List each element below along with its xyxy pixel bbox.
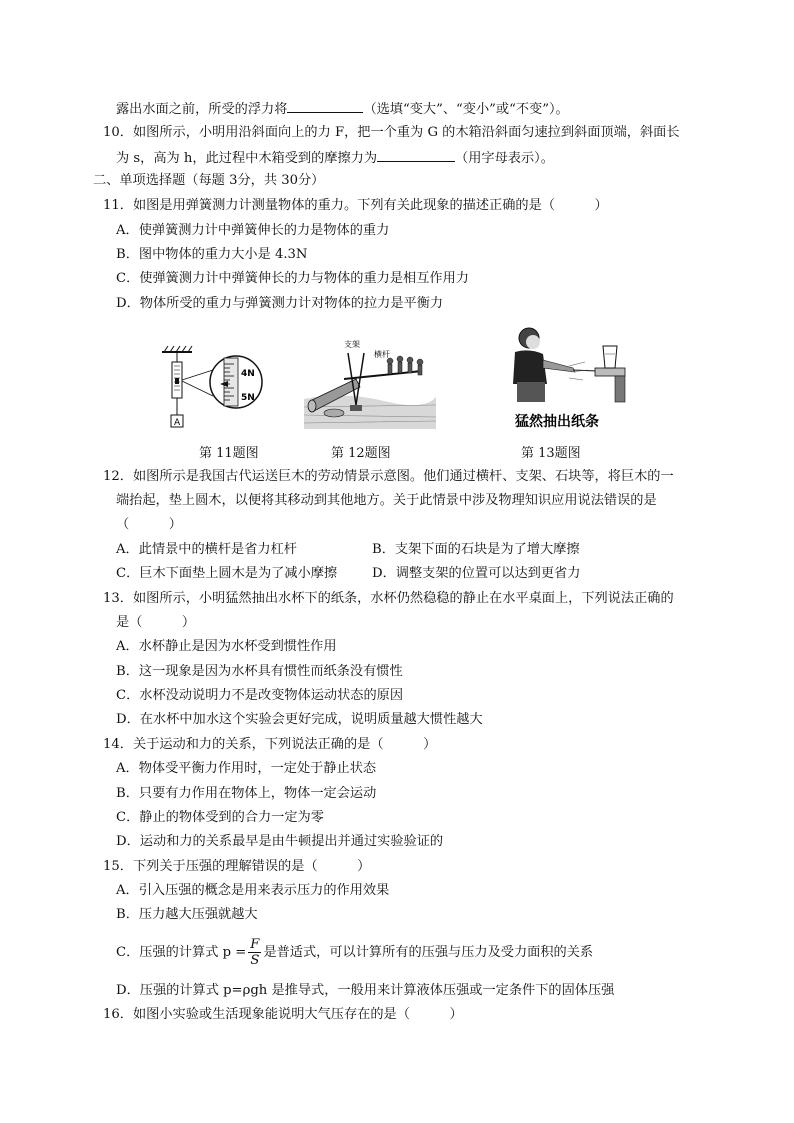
q12-option-d[interactable]: D．调整支架的位置可以达到更省力 <box>372 566 581 581</box>
q14-option-b[interactable]: B．只要有力作用在物体上，物体一定会运动 <box>116 786 377 801</box>
fig12-label-lever: 横杆 <box>374 350 390 359</box>
fig13-caption: 第 13题图 <box>521 446 581 461</box>
q9-tail-text: 露出水面之前，所受的浮力将 <box>116 102 288 117</box>
fig12-lever-scene <box>304 335 436 429</box>
q14-option-d[interactable]: D．运动和力的关系最早是由牛顿提出并通过实验验证的 <box>116 834 444 849</box>
q11-option-d[interactable]: D．物体所受的重力与弹簧测力计对物体的拉力是平衡力 <box>116 296 444 311</box>
q9-tail-options: （选填“变大”、“变小”或“不变”）。 <box>363 102 569 117</box>
q12-stem-line3: （ ） <box>116 517 182 532</box>
q13-stem-line2: 是（ ） <box>116 615 196 630</box>
q11-option-b[interactable]: B．图中物体的重力大小是 4.3N <box>116 247 308 262</box>
q12-option-b[interactable]: B．支架下面的石块是为了增大摩擦 <box>372 542 580 557</box>
pressure-formula-fraction <box>248 937 261 968</box>
q14-stem: 14．关于运动和力的关系，下列说法正确的是（ ） <box>103 737 437 752</box>
fig11-block-label: A <box>174 418 181 428</box>
q9-answer-blank[interactable] <box>287 98 363 113</box>
q11-option-c[interactable]: C．使弹簧测力计中弹簧伸长的力与物体的重力是相互作用力 <box>116 271 469 286</box>
q12-option-c[interactable]: C．巨木下面垫上圆木是为了减小摩擦 <box>116 566 338 581</box>
q13-stem-line1: 13．如图所示，小明猛然抽出水杯下的纸条，水杯仍然稳稳的静止在水平桌面上，下列说法正确的 <box>103 591 674 606</box>
q10-stem-line2 <box>116 147 554 169</box>
q14-option-c[interactable]: C．静止的物体受到的合力一定为零 <box>116 810 324 825</box>
q15-option-b[interactable]: B．压力越大压强就越大 <box>116 907 258 922</box>
q11-stem: 11．如图是用弹簧测力计测量物体的重力。下列有关此现象的描述正确的是（ ） <box>103 198 608 213</box>
fraction-denominator: S <box>250 953 260 968</box>
q10-answer-blank[interactable] <box>377 147 455 162</box>
section-heading: 二、单项选择题（每题 3分，共 30分） <box>93 173 325 188</box>
q11-option-a[interactable]: A．使弹簧测力计中弹簧伸长的力是物体的重力 <box>116 223 390 238</box>
q12-stem-line2: 端抬起，垫上圆木，以便将其移动到其他地方。关于此情景中涉及物理知识应用说法错误的是 <box>116 493 657 508</box>
q13-option-b[interactable]: B．这一现象是因为水杯具有惯性而纸条没有惯性 <box>116 664 403 679</box>
fig13-inertia-experiment <box>503 322 633 434</box>
fig11-caption: 第 11题图 <box>199 446 259 461</box>
q16-stem: 16．如图小实验或生活现象能说明大气压存在的是（ ） <box>103 1007 463 1022</box>
q12-stem-line1: 12．如图所示是我国古代运送巨木的劳动情景示意图。他们通过横杆、支架、石块等，将巨木的一 <box>103 469 674 484</box>
q15-option-a[interactable]: A．引入压强的概念是用来表示压力的作用效果 <box>116 883 390 898</box>
q13-option-a[interactable]: A．水杯静止是因为水杯受到惯性作用 <box>116 639 337 654</box>
q15-option-c[interactable] <box>116 930 593 976</box>
q15-option-c-prefix: C．压强的计算式 p = <box>116 945 247 960</box>
fig11-spring-scale <box>158 340 264 430</box>
fig12-caption: 第 12题图 <box>331 446 391 461</box>
q12-option-a[interactable]: A．此情景中的横杆是省力杠杆 <box>116 542 297 557</box>
q15-option-d[interactable]: D．压强的计算式 p=ρgh 是推导式，一般用来计算液体压强或一定条件下的固体压强 <box>116 983 615 998</box>
fig11-label-5n: 5N <box>241 393 255 403</box>
q13-option-c[interactable]: C．水杯没动说明力不是改变物体运动状态的原因 <box>116 688 404 703</box>
q10-stem-line1: 10．如图所示，小明用沿斜面向上的力 F，把一个重为 G 的木箱沿斜面匀速拉到斜面顶端，斜面长 <box>103 125 680 140</box>
fig13-label-action: 猛然抽出纸条 <box>515 414 599 430</box>
fraction-numerator: F <box>250 937 260 952</box>
q10-stem-text: 为 s，高为 h，此过程中木箱受到的摩擦力为 <box>116 151 378 166</box>
q15-stem: 15．下列关于压强的理解错误的是（ ） <box>103 859 371 874</box>
q9-tail-line <box>116 98 569 120</box>
fig12-label-support: 支架 <box>344 340 360 349</box>
q14-option-a[interactable]: A．物体受平衡力作用时，一定处于静止状态 <box>116 761 377 776</box>
q15-option-c-suffix: 是普适式，可以计算所有的压强与压力及受力面积的关系 <box>263 945 594 960</box>
q13-option-d[interactable]: D．在水杯中加水这个实验会更好完成，说明质量越大惯性越大 <box>116 712 483 727</box>
fig11-label-4n: 4N <box>241 369 255 379</box>
q10-stem-suffix: （用字母表示）。 <box>455 151 554 166</box>
